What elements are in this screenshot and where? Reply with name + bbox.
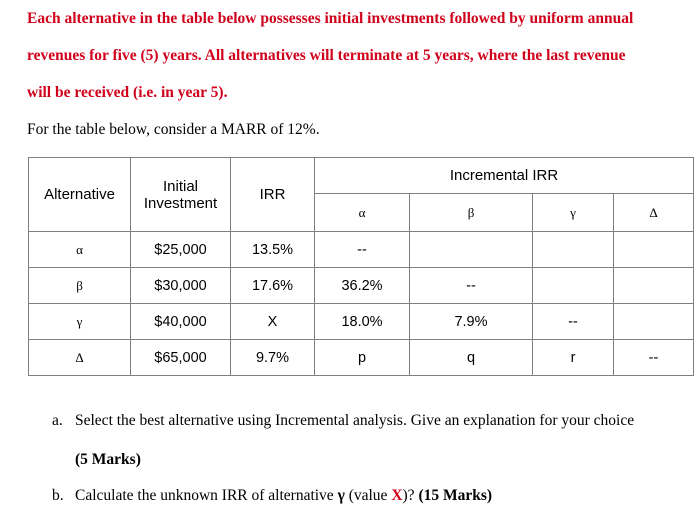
header-alternative: Alternative (29, 158, 131, 232)
row-alt: β (29, 268, 131, 304)
row-inc-delta (614, 268, 694, 304)
question-b-text-1: Calculate the unknown IRR of alternative (75, 487, 334, 504)
row-investment: $25,000 (131, 232, 231, 268)
question-b-x: X (391, 487, 403, 504)
question-b-marks: (15 Marks) (418, 487, 493, 504)
row-inc-delta (614, 232, 694, 268)
row-inc-alpha: p (315, 340, 410, 376)
question-b-text (75, 487, 492, 505)
row-inc-beta: -- (410, 268, 533, 304)
row-inc-delta: -- (614, 340, 694, 376)
header-initial-line2: Investment (143, 194, 218, 212)
subheader-delta: Δ (614, 194, 694, 232)
row-inc-alpha: -- (315, 232, 410, 268)
row-alt: γ (29, 304, 131, 340)
question-b-label: b. (52, 487, 64, 504)
row-inc-alpha: 36.2% (315, 268, 410, 304)
row-investment: $40,000 (131, 304, 231, 340)
row-irr-unknown: X (231, 304, 315, 340)
row-inc-gamma (533, 268, 614, 304)
row-alt: Δ (29, 340, 131, 376)
row-investment: $30,000 (131, 268, 231, 304)
intro-heading-line-1: Each alternative in the table below possesses initial investments followed by uniform annual (27, 10, 634, 27)
header-incremental-irr: Incremental IRR (315, 158, 694, 194)
intro-heading-line-3: will be received (i.e. in year 5). (27, 84, 228, 101)
question-b-text-3: )? (402, 487, 415, 504)
row-inc-beta (410, 232, 533, 268)
table-row (29, 340, 694, 376)
row-inc-gamma: -- (533, 304, 614, 340)
question-a-label: a. (52, 412, 63, 429)
table-row (29, 232, 694, 268)
question-a-text: Select the best alternative using Incremental analysis. Give an explanation for your choice (75, 412, 635, 429)
row-inc-gamma (533, 232, 614, 268)
irr-table (28, 157, 694, 376)
row-alt: α (29, 232, 131, 268)
question-a-marks: (5 Marks) (75, 451, 141, 468)
row-inc-alpha: 18.0% (315, 304, 410, 340)
row-inc-delta (614, 304, 694, 340)
subheader-beta: β (410, 194, 533, 232)
row-inc-beta: q (410, 340, 533, 376)
header-initial-investment (131, 158, 231, 232)
row-irr: 9.7% (231, 340, 315, 376)
question-b-gamma: γ (337, 487, 345, 504)
question-b-text-2: (value (348, 487, 388, 504)
intro-heading-line-2: revenues for five (5) years. All alternatives will terminate at 5 years, where the last revenue (27, 47, 626, 64)
row-irr: 17.6% (231, 268, 315, 304)
header-irr: IRR (231, 158, 315, 232)
marr-statement: For the table below, consider a MARR of 12%. (27, 121, 320, 138)
table-row (29, 304, 694, 340)
table-row (29, 268, 694, 304)
row-irr: 13.5% (231, 232, 315, 268)
row-investment: $65,000 (131, 340, 231, 376)
subheader-gamma: γ (533, 194, 614, 232)
row-inc-gamma: r (533, 340, 614, 376)
header-initial-line1: Initial (162, 177, 199, 195)
row-inc-beta: 7.9% (410, 304, 533, 340)
subheader-alpha: α (315, 194, 410, 232)
